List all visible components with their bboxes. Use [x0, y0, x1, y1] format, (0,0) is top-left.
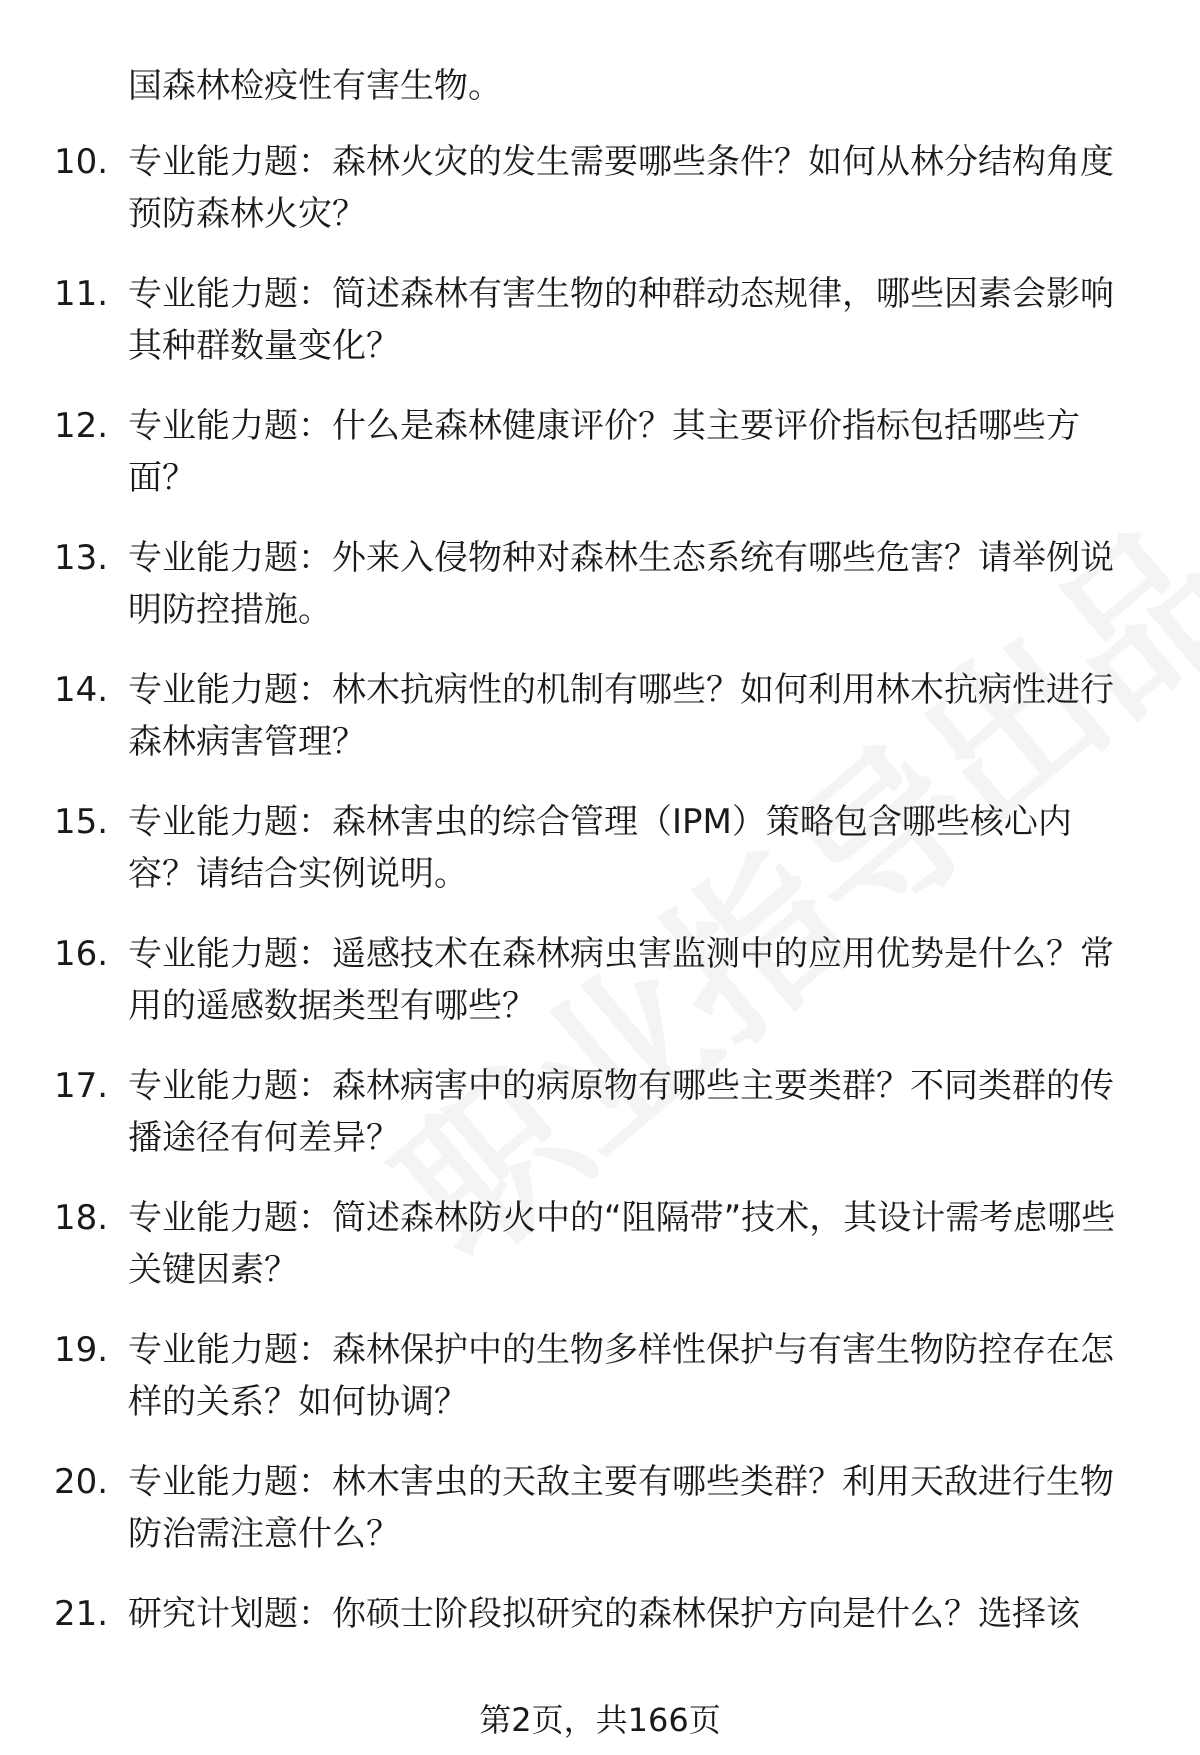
question-item: [0, 532, 1200, 636]
question-item: [0, 136, 1200, 240]
question-number: 15.: [54, 802, 109, 842]
question-text: 专业能力题：森林保护中的生物多样性保护与有害生物防控存在怎样的关系？如何协调？: [128, 1330, 1114, 1422]
question-number: 18.: [54, 1198, 109, 1238]
question-number: 10.: [54, 142, 109, 182]
question-item: [0, 1456, 1200, 1560]
question-number: 19.: [54, 1330, 109, 1370]
page-footer: 第2页，共166页: [479, 1701, 721, 1739]
question-item: [0, 1192, 1200, 1296]
question-number: 21.: [54, 1594, 109, 1634]
question-text: 专业能力题：外来入侵物种对森林生态系统有哪些危害？请举例说明防控措施。: [128, 538, 1114, 630]
question-item: [0, 268, 1200, 372]
question-list: [0, 136, 1200, 1720]
question-item: [0, 928, 1200, 1032]
question-number: 13.: [54, 538, 109, 578]
question-text: 专业能力题：简述森林防火中的“阻隔带”技术，其设计需考虑哪些关键因素？: [128, 1198, 1116, 1290]
question-text: 专业能力题：森林病害中的病原物有哪些主要类群？不同类群的传播途径有何差异？: [128, 1066, 1114, 1158]
question-item: [0, 1588, 1200, 1640]
question-number: 20.: [54, 1462, 109, 1502]
question-item: [0, 1324, 1200, 1428]
question-number: 12.: [54, 406, 109, 446]
question-text: 专业能力题：什么是森林健康评价？其主要评价指标包括哪些方面？: [128, 406, 1080, 498]
question-text: 专业能力题：林木害虫的天敌主要有哪些类群？利用天敌进行生物防治需注意什么？: [128, 1462, 1114, 1554]
continuation-text: 国森林检疫性有害生物。: [128, 66, 502, 106]
question-text: 专业能力题：森林害虫的综合管理（IPM）策略包含哪些核心内容？请结合实例说明。: [128, 802, 1072, 894]
question-text: 专业能力题：遥感技术在森林病虫害监测中的应用优势是什么？常用的遥感数据类型有哪些？: [128, 934, 1114, 1026]
question-number: 11.: [54, 274, 109, 314]
question-text: 研究计划题：你硕士阶段拟研究的森林保护方向是什么？选择该: [128, 1594, 1080, 1634]
question-item: [0, 1060, 1200, 1164]
question-item: [0, 796, 1200, 900]
question-item: [0, 664, 1200, 768]
question-number: 14.: [54, 670, 109, 710]
question-number: 16.: [54, 934, 109, 974]
question-item: [0, 400, 1200, 504]
question-text: 专业能力题：林木抗病性的机制有哪些？如何利用林木抗病性进行森林病害管理？: [128, 670, 1114, 762]
question-number: 17.: [54, 1066, 109, 1106]
question-text: 专业能力题：森林火灾的发生需要哪些条件？如何从林分结构角度预防森林火灾？: [128, 142, 1114, 234]
question-text: 专业能力题：简述森林有害生物的种群动态规律，哪些因素会影响其种群数量变化？: [128, 274, 1114, 366]
